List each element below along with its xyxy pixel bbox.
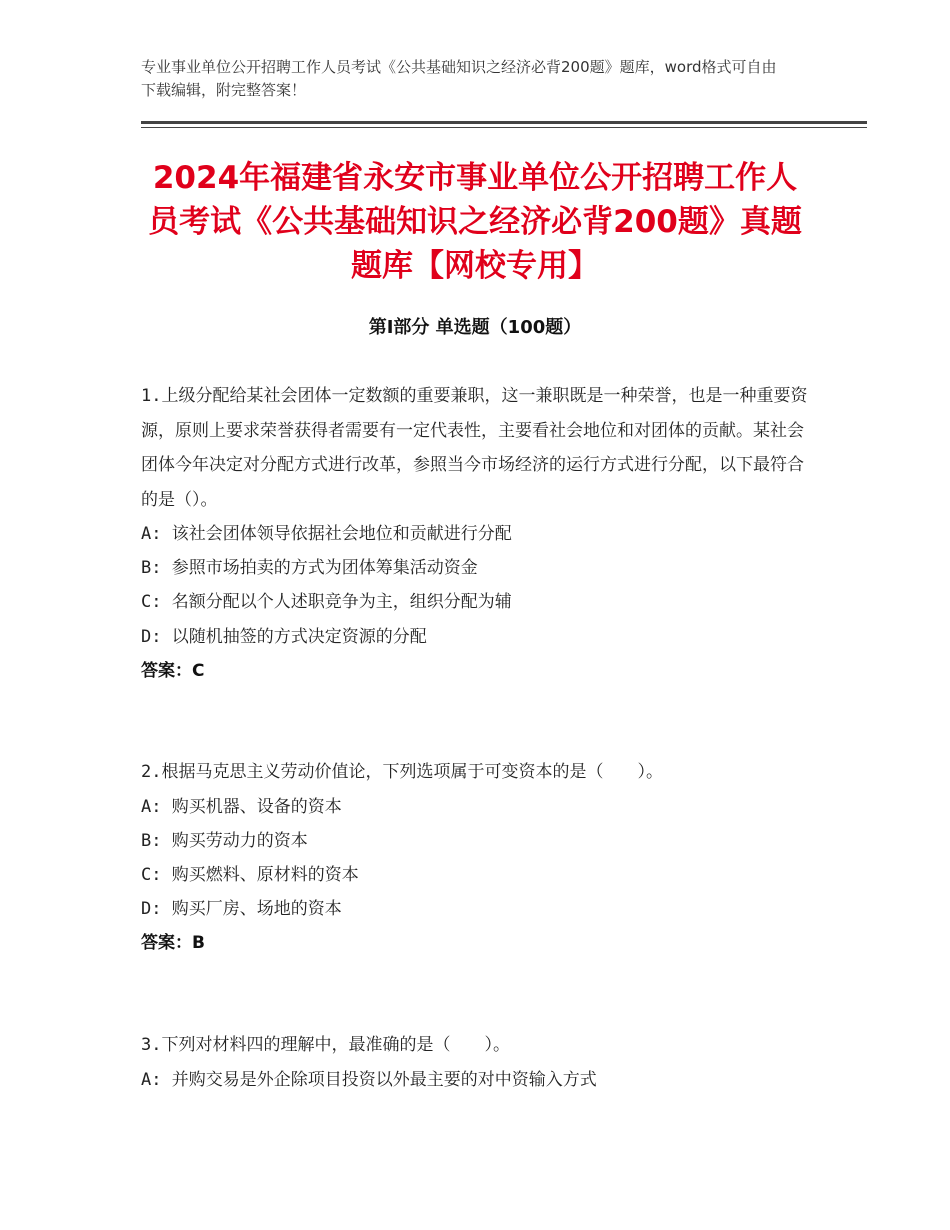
- header-divider: [141, 121, 867, 124]
- option-b: B: 参照市场拍卖的方式为团体筹集活动资金: [141, 558, 478, 579]
- option-d: D: 以随机抽签的方式决定资源的分配: [141, 626, 427, 647]
- question-2: [141, 755, 809, 960]
- header-note: 专业事业单位公开招聘工作人员考试《公共基础知识之经济必背200题》题库，word格式可自由下载编辑，附完整答案！: [141, 58, 777, 99]
- question-stem: 1.上级分配给某社会团体一定数额的重要兼职，这一兼职既是一种荣誉，也是一种重要资源，原则上要求荣誉获得者需要有一定代表性，主要看社会地位和对团体的贡献。某社会团体今年决定对分配方式进行改革，参照当今市场经济的运行方式进行分配，以下最符合的是（）。: [141, 386, 808, 510]
- question-stem: 3.下列对材料四的理解中，最准确的是（ ）。: [141, 1035, 510, 1055]
- option-d: D: 购买厂房、场地的资本: [141, 899, 342, 920]
- answer: 答案：B: [141, 933, 205, 954]
- option-a: A: 购买机器、设备的资本: [141, 796, 342, 817]
- option-a: A: 并购交易是外企除项目投资以外最主要的对中资输入方式: [141, 1069, 597, 1090]
- section-title: 第Ⅰ部分 单选题（100题）: [368, 317, 582, 338]
- option-c: C: 名额分配以个人述职竞争为主，组织分配为辅: [141, 592, 512, 613]
- question-3: [141, 1028, 809, 1097]
- header-divider-thin: [141, 127, 867, 128]
- question-1: [141, 379, 809, 688]
- option-a: A: 该社会团体领导依据社会地位和贡献进行分配: [141, 524, 512, 544]
- option-b: B: 购买劳动力的资本: [141, 830, 308, 851]
- option-c: C: 购买燃料、原材料的资本: [141, 864, 359, 885]
- answer: 答案：C: [141, 660, 205, 681]
- question-stem: 2.根据马克思主义劳动价值论，下列选项属于可变资本的是（ ）。: [141, 762, 663, 782]
- document-title: 2024年福建省永安市事业单位公开招聘工作人员考试《公共基础知识之经济必背200题》真题题库【网校专用】: [148, 160, 802, 284]
